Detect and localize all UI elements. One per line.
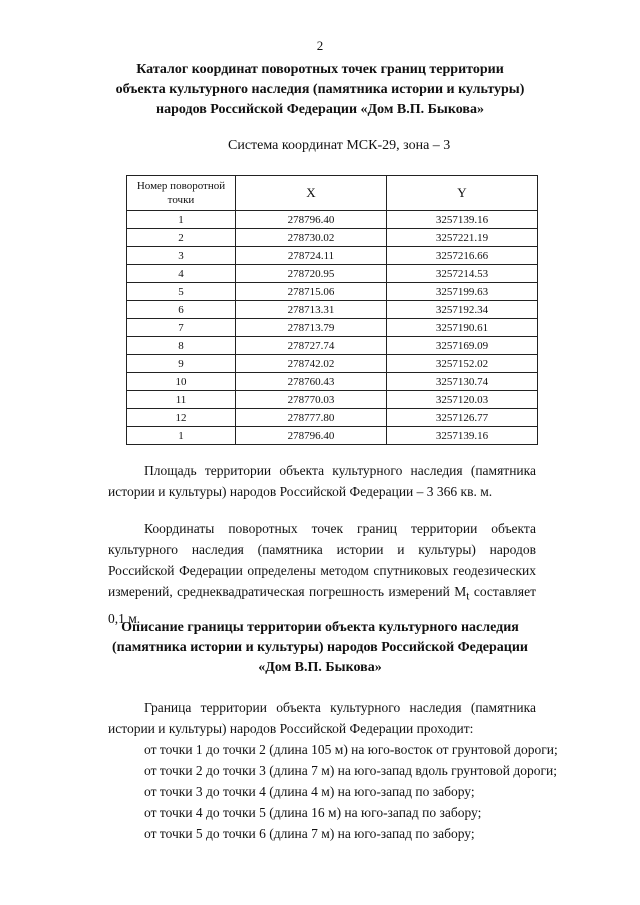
cell-point: 9 [127,355,236,373]
cell-y: 3257130.74 [387,373,538,391]
table-row [127,301,538,319]
cell-y: 3257221.19 [387,229,538,247]
heading-line: (памятника истории и культуры) народов Российской Федерации [112,640,528,655]
cell-point: 3 [127,247,236,265]
method-subscript: t [466,590,470,603]
cell-point: 7 [127,319,236,337]
title-line: народов Российской Федерации «Дом В.П. Быкова» [156,102,484,117]
cell-x: 278713.79 [236,319,387,337]
cell-x: 278777.80 [236,409,387,427]
cell-y: 3257199.63 [387,283,538,301]
cell-point: 4 [127,265,236,283]
cell-x: 278720.95 [236,265,387,283]
segment-item: от точки 1 до точки 2 (длина 105 м) на юго-восток от грунтовой дороги; [144,742,558,757]
title-line: объекта культурного наследия (памятника истории и культуры) [115,82,525,97]
segment-item: от точки 2 до точки 3 (длина 7 м) на юго-запад вдоль грунтовой дороги; [144,763,557,778]
cell-y: 3257139.16 [387,427,538,445]
area-paragraph [108,460,536,502]
table-row [127,229,538,247]
cell-point: 1 [127,211,236,229]
table-row [127,391,538,409]
cell-x: 278760.43 [236,373,387,391]
cell-point: 12 [127,409,236,427]
cell-y: 3257216.66 [387,247,538,265]
method-text: Координаты поворотных точек границ территории объекта культурного наследия (памятника истории и культуры) народов Российской Федерации определены методом спутниковых геодезических измерений, среднеквадратическая погрешность измерений M [108,521,536,599]
heading-line: Описание границы территории объекта культурного наследия [121,620,519,635]
table-row [127,373,538,391]
cell-point: 10 [127,373,236,391]
document-title [40,60,600,120]
cell-x: 278713.31 [236,301,387,319]
cell-y: 3257120.03 [387,391,538,409]
table-row [127,265,538,283]
cell-x: 278715.06 [236,283,387,301]
cell-y: 3257169.09 [387,337,538,355]
cell-y: 3257192.34 [387,301,538,319]
cell-point: 5 [127,283,236,301]
area-text: Площадь территории объекта культурного наследия (памятника истории и культуры) народов Российской Федерации – 3 366 кв. м. [108,463,536,499]
cell-x: 278770.03 [236,391,387,409]
border-description-heading [60,618,580,678]
cell-y: 3257139.16 [387,211,538,229]
cell-point: 8 [127,337,236,355]
method-paragraph [108,518,536,629]
table-header-row [127,176,538,211]
cell-x: 278730.02 [236,229,387,247]
method-text-end: составляет 0,1 м. [108,584,536,626]
coordinate-system: Система координат МСК-29, зона – 3 [228,138,451,153]
cell-x: 278742.02 [236,355,387,373]
table-row [127,337,538,355]
cell-y: 3257214.53 [387,265,538,283]
border-intro-text: Граница территории объекта культурного наследия (памятника истории и культуры) народов Российской Федерации проходит: [108,700,536,736]
header-y: Y [387,176,538,211]
table-row [127,211,538,229]
cell-point: 2 [127,229,236,247]
cell-x: 278796.40 [236,427,387,445]
cell-x: 278796.40 [236,211,387,229]
table-row [127,283,538,301]
title-line: Каталог координат поворотных точек границ территории [136,62,504,77]
segment-item: от точки 5 до точки 6 (длина 7 м) на юго-запад по забору; [144,826,475,841]
cell-y: 3257190.61 [387,319,538,337]
segment-item: от точки 4 до точки 5 (длина 16 м) на юго-запад по забору; [144,805,482,820]
cell-point: 1 [127,427,236,445]
table-row [127,319,538,337]
header-point: Номер поворотной точки [127,176,236,211]
cell-point: 11 [127,391,236,409]
cell-y: 3257126.77 [387,409,538,427]
heading-line: «Дом В.П. Быкова» [258,660,382,675]
table-row [127,355,538,373]
table-row [127,247,538,265]
table-row [127,427,538,445]
header-x: X [236,176,387,211]
segment-item: от точки 3 до точки 4 (длина 4 м) на юго-запад по забору; [144,784,475,799]
cell-y: 3257152.02 [387,355,538,373]
coordinates-table [126,175,538,445]
page-number: 2 [316,38,324,53]
cell-x: 278727.74 [236,337,387,355]
cell-point: 6 [127,301,236,319]
border-intro-paragraph [108,697,536,739]
table-row [127,409,538,427]
cell-x: 278724.11 [236,247,387,265]
